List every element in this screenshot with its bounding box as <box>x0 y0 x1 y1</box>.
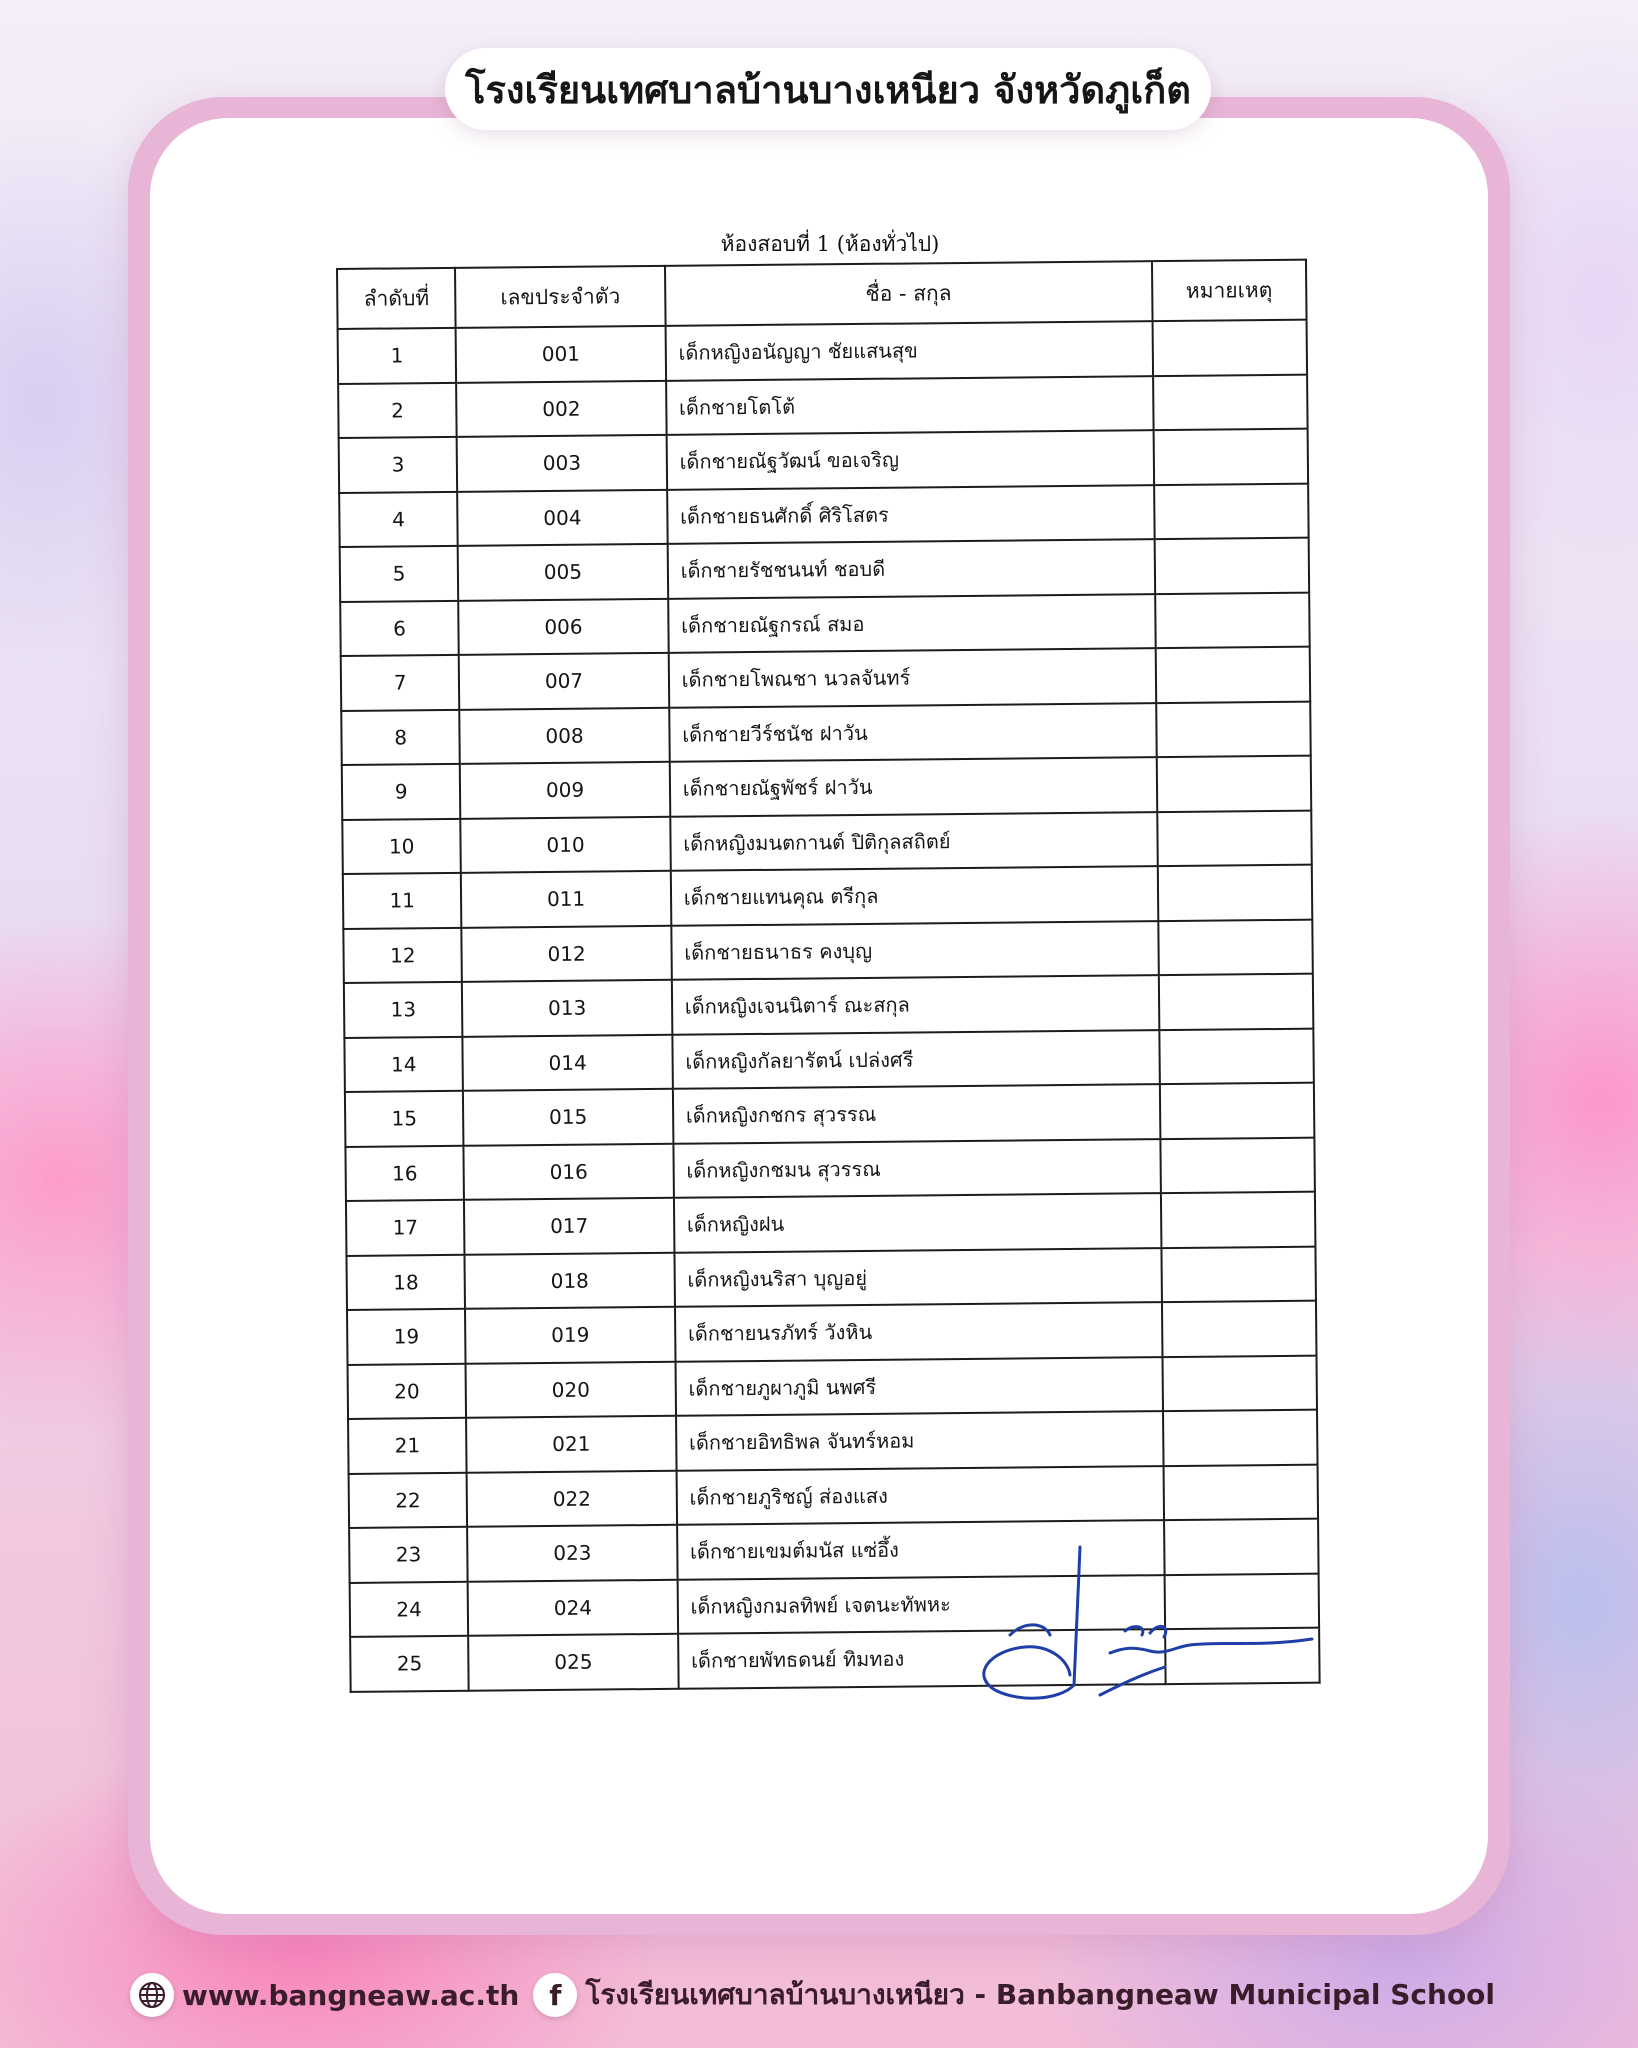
cell-student-name: เด็กชายธนาธร คงบุญ <box>671 921 1158 980</box>
table-header-row <box>337 260 1307 329</box>
cell-order: 14 <box>344 1036 463 1092</box>
cell-order: 16 <box>345 1145 464 1201</box>
table-row <box>341 647 1310 711</box>
cell-order: 5 <box>340 546 459 602</box>
cell-order: 22 <box>349 1472 468 1528</box>
cell-remark <box>1154 483 1309 539</box>
exam-room-caption: ห้องสอบที่ 1 (ห้องทั่วไป) <box>720 232 940 256</box>
table-row <box>343 865 1312 929</box>
cell-order: 4 <box>339 491 458 547</box>
table-row <box>340 538 1309 602</box>
cell-order: 3 <box>339 437 458 493</box>
handwritten-signature <box>950 1535 1330 1715</box>
facebook-page-link[interactable]: โรงเรียนเทศบาลบ้านบางเหนียว - Banbangneaw Municipal School <box>585 1978 1496 2011</box>
facebook-icon <box>533 1973 577 2017</box>
cell-remark <box>1154 538 1309 594</box>
cell-student-name: เด็กชายโพณชา นวลจันทร์ <box>668 648 1155 707</box>
cell-student-name: เด็กชายนรภัทร์ วังหิน <box>675 1302 1162 1361</box>
cell-order: 24 <box>350 1581 469 1637</box>
roster-body <box>338 320 1320 1692</box>
cell-order: 11 <box>343 873 462 929</box>
table-row <box>346 1192 1315 1256</box>
cell-student-id: 002 <box>456 380 666 437</box>
table-row <box>347 1301 1316 1365</box>
cell-student-name: เด็กชายภูผาภูมิ นพศรี <box>675 1357 1162 1416</box>
cell-remark <box>1162 1355 1317 1411</box>
cell-student-id: 001 <box>456 326 666 383</box>
cell-student-id: 012 <box>462 925 672 982</box>
table-row <box>348 1410 1317 1474</box>
table-row <box>342 756 1311 820</box>
cell-student-name: เด็กหญิงมนตกานต์ ปิติกุลสถิตย์ <box>670 812 1157 871</box>
cell-student-name: เด็กหญิงกมลทิพย์ เจตนะทัพหะ <box>677 1575 1164 1634</box>
cell-student-name: เด็กชายณัฐพัชร์ ฝาวัน <box>670 757 1157 816</box>
column-header-remark: หมายเหตุ <box>1152 260 1307 321</box>
cell-student-id: 009 <box>460 762 670 819</box>
cell-student-name: เด็กหญิงฝน <box>674 1193 1161 1252</box>
cell-student-name: เด็กชายเขมต์มนัส แซ่อึ้ง <box>677 1520 1164 1579</box>
student-roster-table <box>336 259 1321 1693</box>
cell-student-id: 015 <box>463 1089 673 1146</box>
cell-remark <box>1155 592 1310 648</box>
globe-icon <box>130 1973 174 2017</box>
cell-remark <box>1158 919 1313 975</box>
table-row <box>344 1028 1313 1092</box>
table-row <box>339 483 1308 547</box>
cell-student-name: เด็กหญิงกชกร สุวรรณ <box>673 1084 1160 1143</box>
table-row <box>348 1355 1317 1419</box>
footer-bar <box>130 1970 1510 2020</box>
cell-student-id: 016 <box>464 1143 674 1200</box>
cell-order: 8 <box>341 709 460 765</box>
cell-remark <box>1156 756 1311 812</box>
cell-student-name: เด็กชายภูริชญ์ ส่องแสง <box>676 1466 1163 1525</box>
table-row <box>349 1464 1318 1528</box>
cell-student-id: 024 <box>468 1579 678 1636</box>
cell-remark <box>1160 1137 1315 1193</box>
cell-order: 10 <box>342 818 461 874</box>
cell-remark <box>1156 701 1311 757</box>
table-row <box>343 919 1312 983</box>
website-link[interactable]: www.bangneaw.ac.th <box>182 1978 520 2012</box>
cell-student-id: 020 <box>466 1361 676 1418</box>
cell-student-id: 025 <box>468 1634 678 1691</box>
cell-remark <box>1163 1410 1318 1466</box>
table-row <box>345 1137 1314 1201</box>
cell-order: 1 <box>338 328 457 384</box>
cell-student-id: 018 <box>465 1252 675 1309</box>
cell-student-id: 021 <box>466 1416 676 1473</box>
cell-student-id: 008 <box>460 707 670 764</box>
cell-student-id: 005 <box>458 544 668 601</box>
cell-remark <box>1157 865 1312 921</box>
cell-student-id: 013 <box>462 980 672 1037</box>
table-row <box>339 429 1308 493</box>
table-row <box>346 1246 1315 1310</box>
cell-student-name: เด็กหญิงนริสา บุญอยู่ <box>674 1248 1161 1307</box>
table-row <box>344 974 1313 1038</box>
cell-student-id: 017 <box>464 1198 674 1255</box>
cell-student-name: เด็กชายโตโต้ <box>666 376 1153 435</box>
cell-remark <box>1160 1083 1315 1139</box>
cell-order: 23 <box>349 1527 468 1583</box>
cell-remark <box>1157 810 1312 866</box>
cell-student-id: 019 <box>465 1307 675 1364</box>
cell-student-id: 004 <box>457 489 667 546</box>
cell-order: 21 <box>348 1418 467 1474</box>
column-header-order: ลำดับที่ <box>337 268 456 329</box>
cell-student-name: เด็กชายพัทธดนย์ ทิมทอง <box>678 1629 1165 1688</box>
cell-remark <box>1152 320 1307 376</box>
cell-student-name: เด็กชายณัฐวัฒน์ ขอเจริญ <box>666 430 1153 489</box>
cell-order: 12 <box>343 927 462 983</box>
cell-remark <box>1153 374 1308 430</box>
cell-student-name: เด็กหญิงกชมน สุวรรณ <box>673 1139 1160 1198</box>
table-row <box>338 374 1307 438</box>
cell-order: 17 <box>346 1200 465 1256</box>
cell-remark <box>1163 1464 1318 1520</box>
cell-student-name: เด็กชายรัชชนนท์ ชอบดี <box>667 539 1154 598</box>
cell-student-name: เด็กชายณัฐกรณ์ สมอ <box>668 594 1155 653</box>
cell-student-name: เด็กหญิงอนัญญา ชัยแสนสุข <box>665 321 1152 380</box>
cell-order: 2 <box>338 382 457 438</box>
cell-student-id: 006 <box>459 598 669 655</box>
cell-student-name: เด็กชายแทนคุณ ตรีกุล <box>671 866 1158 925</box>
table-row <box>341 701 1310 765</box>
cell-remark <box>1158 974 1313 1030</box>
cell-student-id: 003 <box>457 435 667 492</box>
cell-order: 7 <box>341 655 460 711</box>
cell-remark <box>1153 429 1308 485</box>
facebook-glyph: f <box>549 1978 562 2012</box>
cell-student-id: 022 <box>467 1470 677 1527</box>
cell-student-id: 011 <box>461 871 671 928</box>
cell-student-name: เด็กหญิงกัลยารัตน์ เปล่งศรี <box>672 1030 1159 1089</box>
cell-remark <box>1159 1028 1314 1084</box>
cell-order: 15 <box>345 1091 464 1147</box>
table-row <box>345 1083 1314 1147</box>
table-row <box>340 592 1309 656</box>
cell-student-id: 010 <box>461 816 671 873</box>
cell-student-id: 014 <box>463 1034 673 1091</box>
cell-student-id: 007 <box>459 653 669 710</box>
cell-student-id: 023 <box>467 1525 677 1582</box>
cell-student-name: เด็กหญิงเจนนิตาร์ ณะสกุล <box>672 975 1159 1034</box>
cell-order: 6 <box>340 600 459 656</box>
cell-order: 20 <box>348 1363 467 1419</box>
table-row <box>342 810 1311 874</box>
cell-student-name: เด็กชายอิทธิพล จันทร์หอม <box>676 1411 1163 1470</box>
school-title-banner <box>445 48 1211 130</box>
cell-order: 18 <box>346 1254 465 1310</box>
cell-student-name: เด็กชายธนศักดิ์ ศิริโสตร <box>667 485 1154 544</box>
roster-sheet <box>336 259 1321 1693</box>
cell-order: 19 <box>347 1309 466 1365</box>
cell-order: 25 <box>350 1636 469 1692</box>
cell-remark <box>1161 1192 1316 1248</box>
table-row <box>338 320 1307 384</box>
cell-student-name: เด็กชายวีร์ชนัช ฝาวัน <box>669 703 1156 762</box>
column-header-student-id: เลขประจำตัว <box>455 266 665 328</box>
cell-order: 13 <box>344 982 463 1038</box>
cell-order: 9 <box>342 764 461 820</box>
column-header-name: ชื่อ - สกุล <box>665 261 1152 326</box>
school-title: โรงเรียนเทศบาลบ้านบางเหนียว จังหวัดภูเก็ต <box>465 67 1191 112</box>
cell-remark <box>1162 1301 1317 1357</box>
cell-remark <box>1161 1246 1316 1302</box>
cell-remark <box>1155 647 1310 703</box>
